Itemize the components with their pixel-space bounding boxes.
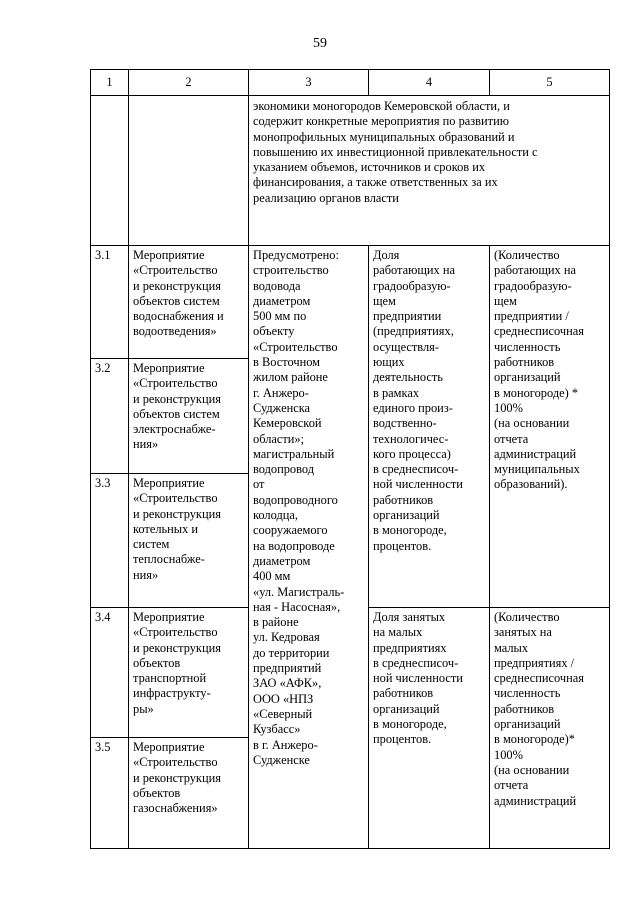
indicator-cell-b <box>369 608 490 849</box>
row-number-text: 3.4 <box>95 610 111 624</box>
indicator-text-b: Доля занятых на малых предприятиях в среднесписоч- ной численности работников организаций в моногороде, процентов. <box>373 610 463 747</box>
header-cell-4: 4 <box>369 70 490 96</box>
indicator-cell-a <box>369 246 490 608</box>
formula-text-b: (Количество занятых на малых предприятиях / среднесписочная численность работников организаций в моногороде)* 100% (на основании отчета администраций <box>494 610 584 808</box>
intro-num-cell <box>91 96 129 246</box>
description-cell <box>249 246 369 849</box>
indicator-text-a: Доля работающих на градообразую- щем предприятии (предприятиях, осуществля- ющих деятельность в рамках единого произ- водственно- технологичес- кого процесса) в среднесписоч- ной численности работников организаций в моногороде, процентов. <box>373 248 463 553</box>
table-row <box>91 246 610 359</box>
event-cell <box>129 608 249 738</box>
formula-cell-b <box>490 608 610 849</box>
event-text: Мероприятие «Строительство и реконструкция объектов транспортной инфраструкту- ры» <box>133 610 221 716</box>
intro-text <box>249 96 610 246</box>
page-number: 59 <box>313 36 327 51</box>
event-text: Мероприятие «Строительство и реконструкция объектов газоснабжения» <box>133 740 221 816</box>
row-number <box>91 474 129 608</box>
header-cell-3: 3 <box>249 70 369 96</box>
row-number <box>91 608 129 738</box>
intro-row <box>91 96 610 246</box>
event-cell <box>129 246 249 359</box>
intro-event-cell <box>129 96 249 246</box>
row-number <box>91 738 129 849</box>
row-number-text: 3.1 <box>95 248 111 262</box>
row-number <box>91 246 129 359</box>
header-row <box>91 70 610 96</box>
row-number-text: 3.5 <box>95 740 111 754</box>
event-text: Мероприятие «Строительство и реконструкция объектов систем водоснабжения и водоотведения» <box>133 248 224 339</box>
header-cell-2: 2 <box>129 70 249 96</box>
event-cell <box>129 359 249 474</box>
description-text: Предусмотрено: строительство водовода диаметром 500 мм по объекту «Строительство в Восточном жилом районе г. Анжеро- Судженска Кемеровской области»; магистральный водопровод от водопроводного колодца, сооружаемого на водопроводе диаметром 400 мм «ул. Магистраль- ная - Насосная», в районе ул. Кедровая до территории предприятий ЗАО «АФК», ООО «НПЗ «Северный Кузбасс» в г. Анжеро- Судженске <box>253 248 345 767</box>
row-number-text: 3.3 <box>95 476 111 490</box>
event-cell <box>129 474 249 608</box>
formula-cell-a <box>490 246 610 608</box>
row-number-text: 3.2 <box>95 361 111 375</box>
formula-text-a: (Количество работающих на градообразую- щем предприятии / среднесписочная численность работников организаций в моногороде) * 100% (на основании отчета администраций муниципальных образований). <box>494 248 584 492</box>
event-text: Мероприятие «Строительство и реконструкция объектов систем электроснабже- ния» <box>133 361 221 452</box>
event-text: Мероприятие «Строительство и реконструкция котельных и систем теплоснабже- ния» <box>133 476 221 582</box>
header-cell-1: 1 <box>91 70 129 96</box>
intro-paragraph: экономики моногородов Кемеровской области, и содержит конкретные мероприятия по развитию монопрофильных муниципальных образований и повышению их инвестиционной привлекательности с указанием объемов, источников и сроков их финансирования, а также ответственных за их реализацию органов власти <box>253 99 538 205</box>
measures-table <box>90 69 610 849</box>
header-cell-5: 5 <box>490 70 610 96</box>
row-number <box>91 359 129 474</box>
event-cell <box>129 738 249 849</box>
